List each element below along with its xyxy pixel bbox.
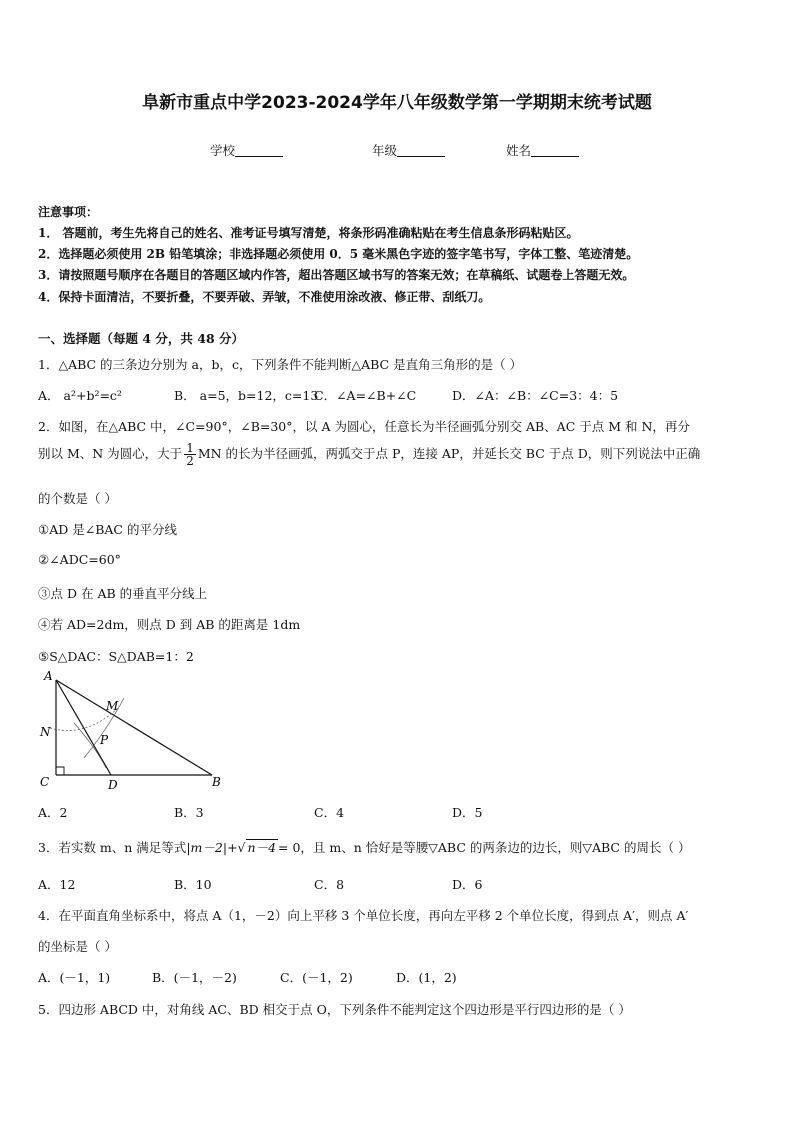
- q2-option-b: B．3: [174, 805, 204, 820]
- q1-option-b: B． a=5，b=12，c=13: [174, 388, 319, 403]
- notice-item: 3．请按照题号顺序在各题目的答题区域内作答，超出答题区域书写的答案无效；在草稿纸、试题卷上答题无效。: [38, 268, 635, 282]
- notice-item: 4．保持卡面清洁，不要折叠，不要弄破、弄皱，不准使用涂改液、修正带、刮纸刀。: [38, 290, 491, 304]
- q2-statement: ①AD 是∠BAC 的平分线: [38, 522, 177, 537]
- school-field: [210, 141, 283, 159]
- label-c: C: [40, 775, 50, 789]
- triangle-figure: [36, 668, 236, 793]
- label-d: D: [108, 778, 118, 792]
- name-field: [506, 141, 579, 159]
- q1-option-d: D．∠A：∠B：∠C=3：4：5: [452, 388, 619, 403]
- q2-option-d: D．5: [452, 805, 483, 820]
- q4-option-b: B．(－1，－2): [152, 970, 237, 985]
- q2-stem-line2: [38, 442, 700, 467]
- side-ab: [56, 680, 212, 775]
- grade-blank: [397, 144, 445, 157]
- q2-option-c: C．4: [314, 805, 345, 820]
- q3-option-b: B．10: [174, 877, 212, 892]
- q4-option-d: D．(1，2): [396, 970, 457, 985]
- q3-abs-expr: m－2: [190, 840, 223, 855]
- frac-denominator: 2: [186, 454, 194, 468]
- q3-stem: 3．若实数 m、n 满足等式|m－2|+√ n－4 = 0，且 m、n 恰好是等腰▽ABC 的两条边的边长，则▽ABC 的周长（ ）: [38, 840, 691, 855]
- name-label: 姓名: [506, 143, 532, 158]
- school-label: 学校: [210, 143, 236, 158]
- q3-sqrt-expr: n－4: [247, 840, 277, 855]
- label-a: A: [44, 669, 53, 683]
- q4-stem-line2: 的坐标是（ ）: [38, 939, 117, 954]
- label-b: B: [212, 775, 221, 789]
- right-angle-mark: [56, 767, 64, 775]
- q3-text-a: 3．若实数 m、n 满足等式: [38, 840, 187, 855]
- q2-stem-line1: 2．如图，在△ABC 中，∠C=90°，∠B=30°，以 A 为圆心，任意长为半径画弧分别交 AB、AC 于点 M 和 N，再分: [38, 419, 690, 434]
- q4-stem-line1: 4．在平面直角坐标系中，将点 A（1，－2）向上平移 3 个单位长度，再向左平移 2 个单位长度，得到点 A′，则点 A′: [38, 908, 689, 923]
- q2-option-a: A．2: [38, 805, 68, 820]
- q2-statement: ④若 AD=2dm，则点 D 到 AB 的距离是 1dm: [38, 617, 301, 632]
- q1-stem: 1．△ABC 的三条边分别为 a，b，c，下列条件不能判断△ABC 是直角三角形的是（ ）: [38, 357, 523, 372]
- q4-option-a: A．(－1，1): [38, 970, 111, 985]
- q1-option-c: C．∠A=∠B+∠C: [314, 388, 417, 403]
- notice-heading: 注意事项：: [38, 205, 99, 219]
- q2-line2b: MN 的长为半径画弧，两弧交于点 P，连接 AP，并延长交 BC 于点 D，则下列说法中正确: [197, 446, 701, 461]
- q3-plus: +: [227, 840, 238, 855]
- frac-numerator: 1: [186, 441, 194, 455]
- q2-stem-line3: 的个数是（ ）: [38, 491, 117, 506]
- q2-line2a: 别以 M、N 为圆心，大于: [38, 446, 183, 461]
- q2-statement: ③点 D 在 AB 的垂直平分线上: [38, 586, 208, 601]
- q3-option-c: C．8: [314, 877, 345, 892]
- grade-label: 年级: [372, 143, 398, 158]
- notice-item: 2．选择题必须使用 2B 铅笔填涂；非选择题必须使用 0．5 毫米黑色字迹的签字笔书写，字体工整、笔迹清楚。: [38, 247, 639, 261]
- grade-field: [372, 141, 445, 159]
- label-n: N: [40, 725, 51, 739]
- q1-option-a: A． a²+b²=c²: [38, 388, 122, 403]
- q3-option-a: A．12: [38, 877, 76, 892]
- page-title: 阜新市重点中学2023-2024学年八年级数学第一学期期末统考试题: [142, 93, 652, 113]
- q5-stem: 5．四边形 ABCD 中，对角线 AC、BD 相交于点 O，下列条件不能判定这个四边形是平行四边形的是（ ）: [38, 1002, 631, 1017]
- name-blank: [531, 144, 579, 157]
- q2-statement: ⑤S△DAC：S△DAB=1：2: [38, 649, 194, 664]
- q3-text-b: = 0，且 m、n 恰好是等腰▽ABC 的两条边的边长，则▽ABC 的周长（ ）: [278, 840, 691, 855]
- q4-option-c: C．(－1，2): [280, 970, 353, 985]
- q3-option-d: D．6: [452, 877, 483, 892]
- label-m: M: [106, 699, 119, 713]
- q2-statement: ②∠ADC=60°: [38, 552, 121, 567]
- notice-item: 1． 答题前，考生先将自己的姓名、准考证号填写清楚，将条形码准确粘贴在考生信息条形码粘贴区。: [38, 226, 579, 240]
- school-blank: [235, 144, 283, 157]
- label-p: P: [100, 733, 109, 747]
- q2-fraction: [184, 442, 196, 467]
- section-heading: 一、选择题（每题 4 分，共 48 分）: [38, 331, 245, 346]
- bisector-ad: [56, 680, 111, 775]
